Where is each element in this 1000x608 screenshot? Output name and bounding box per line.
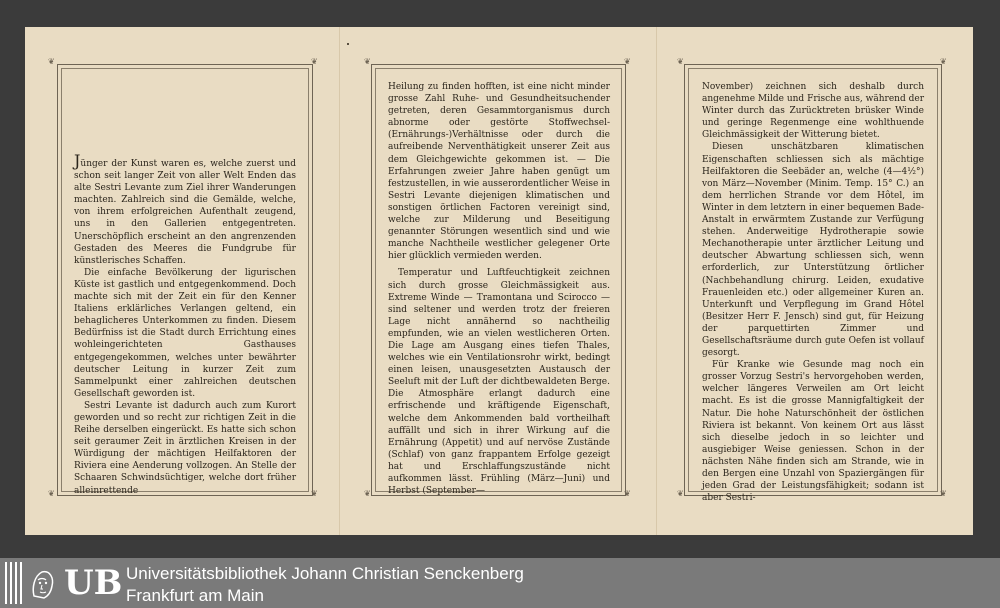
drop-cap: J bbox=[74, 151, 81, 170]
ornament-icon: ❦ bbox=[624, 489, 631, 498]
paragraph: Die einfache Bevölkerung der ligurischen Küste ist gastlich und entgegenkommend. Doch machte sich mit der Zeit ein für den Kenner Italiens erklärliches Verlangen geltend, ein behaglicheres Unterkommen zu finden. Diesem Bedürfniss ist die Stadt durch Errichtung eines wohleingerichteten Gasthauses entgegengekommen, welches unter bewährter deutscher Leitung in kurzer Zeit zum Sammelpunkt einer zahlreichen deutschen Gesellschaft geworden ist. bbox=[74, 267, 296, 399]
left-column-text bbox=[74, 151, 296, 497]
ornament-icon: ❦ bbox=[48, 57, 55, 66]
paragraph: Sestri Levante ist dadurch auch zum Kurort geworden und so recht zur richtigen Zeit in die Reihe derselben eingerückt. Es hatte sich schon seit geraumer Zeit in ärztlichen Kreisen in der Würdigung der mächtigen Heilfaktoren der Riviera eine Aenderung vollzogen. An Stelle der Schaaren Schwindsüchtiger, welche dort früher alleinrettende bbox=[74, 400, 296, 496]
logo-text: UB bbox=[64, 563, 123, 603]
ink-speck bbox=[347, 43, 349, 45]
portrait-icon bbox=[26, 566, 58, 602]
fold-line-left bbox=[339, 27, 340, 535]
ornament-icon: ❦ bbox=[364, 489, 371, 498]
paragraph: Diesen unschätzbaren klimatischen Eigenschaften schliessen sich als mächtige Heilfaktoren die Seebäder an, welche (4—4½°) von März—November (Minim. Temp. 15° C.) an dem herrlichen Strande vor dem Hôtel, im Winter in dem letztern in einer bequemen Bade-Anstalt in erwärmtem Zustande zur Verfügung stehen. Anderweitige Hydrotherapie sowie Mechanotherapie unter ärztlicher Leitung und deutscher Abwartung schliessen sich, wenn erforderlich, zur Unterstützung örtlicher (Nachbehandlung chirurg. Leiden, exudative Frauenleiden etc.) oder allgemeiner Kuren an. Unterkunft und Verpflegung im Grand Hôtel (Besitzer Herr F. Jensch) sind gut, für Heizung der parquettirten Zimmer und Gesellschaftsräume durch gute Oefen ist vollauf gesorgt. bbox=[702, 142, 924, 359]
ornament-icon: ❦ bbox=[940, 489, 947, 498]
logo-lines-icon bbox=[4, 562, 24, 604]
fold-line-right bbox=[656, 27, 657, 535]
library-name: Universitätsbibliothek Johann Christian Senckenberg bbox=[126, 564, 524, 583]
ornament-icon: ❦ bbox=[311, 57, 318, 66]
library-location: Frankfurt am Main bbox=[126, 586, 264, 605]
ornament-icon: ❦ bbox=[624, 57, 631, 66]
paragraph: Temperatur und Luftfeuchtigkeit zeichnen sich durch grosse Gleichmässigkeit aus. Extreme Winde — Tramontana und Scirocco — sind seltener und werden trotz der freieren Lage nicht annähernd so nachtheilig empfunden, wie an vielen westlicheren Orten. Die Lage am Ausgang eines tiefen Thales, welches wie ein Ventilationsrohr wirkt, bedingt einen leisen, unausgesetzten Austausch der Seeluft mit der Luft der dichtbewaldeten Berge. Die Atmosphäre erlangt dadurch eine erfrischende und kräftigende Eigenschaft, welche dem Ankommenden bald vortheilhaft auffällt und sich in ihrer Wirkung auf die Ernährung (Appetit) und auf nervöse Zustände (Schlaf) von ganz frappantem Erfolge gezeigt hat und Erschlaffungszustände nicht aufkommen lässt. Frühling (März—Juni) und Herbst (September— bbox=[388, 268, 610, 497]
ornament-icon: ❦ bbox=[364, 57, 371, 66]
ornament-icon: ❦ bbox=[311, 489, 318, 498]
ornament-icon: ❦ bbox=[940, 57, 947, 66]
ornament-icon: ❦ bbox=[677, 57, 684, 66]
ornament-icon: ❦ bbox=[677, 489, 684, 498]
paragraph-text: ünger der Kunst waren es, welche zuerst und schon seit langer Zeit von aller Welt Enden das alte Sestri Levante zum Ziel ihrer Wanderungen machten. Zahlreich sind die Gemälde, welche, von ihrem erfolgreichen Aufenthalt zeugend, uns in den Gallerien entgegentreten. Unerschöpflich erscheint an den angrenzenden Gestaden des Meeres die Fundgrube für künstlerisches Schaffen. bbox=[74, 159, 296, 266]
paragraph: November) zeichnen sich deshalb durch angenehme Milde und Frische aus, während der Winter durch das Zurücktreten brüsker Winde und geringe Regenmenge eine wohlthuende Gleichmässigkeit der Witterung bietet. bbox=[702, 82, 924, 141]
middle-column-text bbox=[388, 81, 610, 497]
paragraph: Heilung zu finden hofften, ist eine nicht minder grosse Zahl Ruhe- und Gesundheitsuchender getreten, deren Gesammtorganismus durch abnorme oder gestörte Stoffwechsel-(Ernährungs-)Verhältnisse oder durch die aufreibende Nerventhätigkeit unserer Zeit aus dem Gleichgewichte gekommen ist. — Die Erfahrungen zweier Jahre haben genügt um festzustellen, in wie ausserordentlicher Weise in Sestri Levante diejenigen klimatischen und sonstigen örtlichen Factoren vereinigt sind, welche zur Milderung und Beseitigung genannter Störungen wesentlich sind und wie manche Nachtheile westlicher gelegener Orte hier glücklich vermieden werden. bbox=[388, 82, 610, 262]
ornament-icon: ❦ bbox=[48, 489, 55, 498]
paragraph bbox=[74, 151, 296, 267]
library-footer bbox=[0, 558, 1000, 608]
paragraph: Für Kranke wie Gesunde mag noch ein grosser Vorzug Sestri's hervorgehoben werden, welcher längeres Verweilen am Ort leicht macht. Es ist die grosse Mannigfaltigkeit der Natur. Die hohe Naturschönheit der östlichen Riviera ist bekannt. Von keinem Ort aus lässt sich dieselbe jedoch in so leichter und ausgiebiger Weise geniessen. Schon in der nächsten Nähe finden sich am Strande, wie in den Bergen eine Unzahl von Spaziergängen für jeden Grad der Leistungsfähigkeit; sodann ist aber Sestri- bbox=[702, 360, 924, 504]
university-library-logo[interactable] bbox=[4, 562, 123, 604]
right-column-text bbox=[702, 81, 924, 504]
